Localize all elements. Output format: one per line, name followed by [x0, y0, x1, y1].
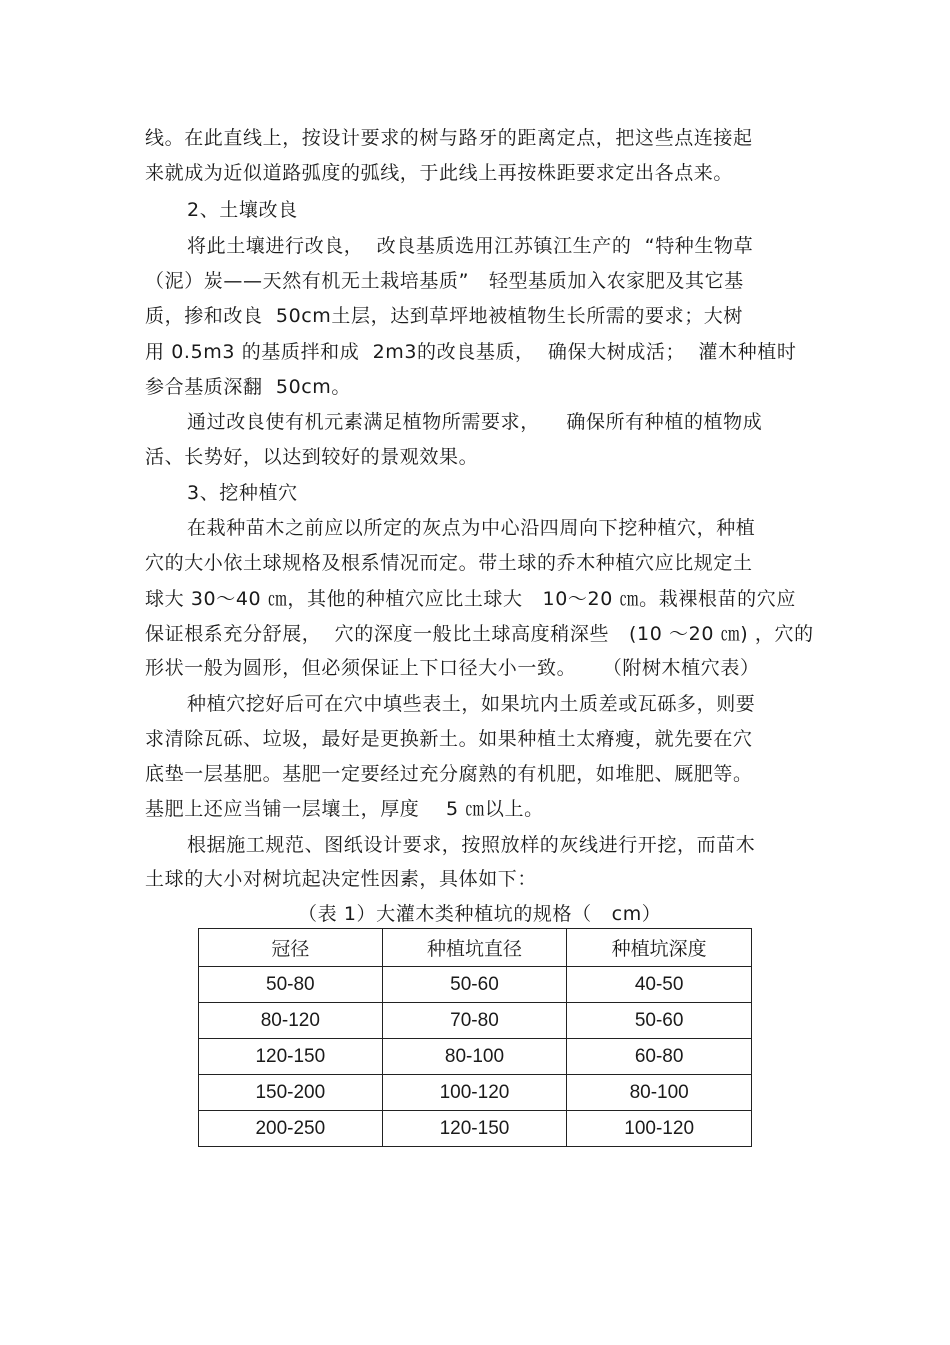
body-line-15: 保证根系充分舒展， 穴的深度一般比土球高度稍深些 (10 ～20 ㎝) ，穴的 — [145, 623, 814, 645]
body-line-4: 将此土壤进行改良， 改良基质选用江苏镇江生产的 “特种生物草 — [187, 235, 754, 257]
body-line-6: 质，掺和改良 50cm土层，达到草坪地被植物生长所需的要求；大树 — [145, 305, 744, 327]
table-cell: 50-60 — [567, 1003, 752, 1039]
body-line-10: 活、长势好，以达到较好的景观效果。 — [145, 446, 479, 468]
body-line-5: （泥）炭——天然有机无土栽培基质” 轻型基质加入农家肥及其它基 — [145, 270, 744, 292]
header-pit-depth: 种植坑深度 — [567, 929, 752, 967]
body-line-21: 根据施工规范、图纸设计要求，按照放样的灰线进行开挖，而苗木 — [187, 834, 756, 856]
body-line-16: 形状一般为圆形，但必须保证上下口径大小一致。 （附树木植穴表） — [145, 657, 760, 679]
header-crown-diameter: 冠径 — [199, 929, 383, 967]
body-line-17: 种植穴挖好后可在穴中填些表土，如果坑内土质差或瓦砾多，则要 — [187, 693, 756, 715]
section-heading-planting-holes: 3、挖种植穴 — [187, 482, 298, 504]
table-cell: 80-100 — [567, 1075, 752, 1111]
header-pit-diameter: 种植坑直径 — [382, 929, 567, 967]
table-header-row — [199, 929, 752, 967]
table-cell: 70-80 — [382, 1003, 567, 1039]
body-line-1: 线。在此直线上，按设计要求的树与路牙的距离定点，把这些点连接起 — [145, 127, 753, 149]
table-caption: （表 1）大灌木类种植坑的规格（ cm） — [298, 903, 662, 925]
section-heading-soil-improvement: 2、土壤改良 — [187, 199, 298, 221]
body-line-18: 求清除瓦砾、垃圾，最好是更换新土。如果种植土太瘠瘦，就先要在穴 — [145, 728, 753, 750]
body-line-14: 球大 30～40 ㎝，其他的种植穴应比土球大 10～20 ㎝。栽裸根苗的穴应 — [145, 588, 796, 610]
table-cell: 50-80 — [199, 967, 383, 1003]
table-row — [199, 1111, 752, 1147]
table-cell: 80-120 — [199, 1003, 383, 1039]
table-cell: 50-60 — [382, 967, 567, 1003]
table-cell: 100-120 — [567, 1111, 752, 1147]
body-line-8: 参合基质深翻 50cm。 — [145, 376, 352, 398]
body-line-19: 底垫一层基肥。基肥一定要经过充分腐熟的有机肥，如堆肥、厩肥等。 — [145, 763, 753, 785]
table-cell: 150-200 — [199, 1075, 383, 1111]
body-line-2: 来就成为近似道路弧度的弧线，于此线上再按株距要求定出各点来。 — [145, 162, 734, 184]
table-row — [199, 1039, 752, 1075]
table-cell: 120-150 — [382, 1111, 567, 1147]
table-cell: 40-50 — [567, 967, 752, 1003]
body-line-20: 基肥上还应当铺一层壤土，厚度 5 ㎝以上。 — [145, 798, 544, 820]
table-row — [199, 1075, 752, 1111]
table-cell: 120-150 — [199, 1039, 383, 1075]
table-cell: 200-250 — [199, 1111, 383, 1147]
body-line-22: 土球的大小对树坑起决定性因素，具体如下： — [145, 868, 538, 890]
body-line-9: 通过改良使有机元素满足植物所需要求， 确保所有种植的植物成 — [187, 411, 763, 433]
table-cell: 100-120 — [382, 1075, 567, 1111]
body-line-12: 在栽种苗木之前应以所定的灰点为中心沿四周向下挖种植穴，种植 — [187, 517, 756, 539]
body-line-13: 穴的大小依土球规格及根系情况而定。带土球的乔木种植穴应比规定土 — [145, 552, 753, 574]
body-line-7: 用 0.5m3 的基质拌和成 2m3的改良基质， 确保大树成活； 灌木种植时 — [145, 341, 797, 363]
table-cell: 60-80 — [567, 1039, 752, 1075]
table-row — [199, 1003, 752, 1039]
planting-pit-spec-table — [198, 928, 752, 1147]
table-cell: 80-100 — [382, 1039, 567, 1075]
table-row — [199, 967, 752, 1003]
